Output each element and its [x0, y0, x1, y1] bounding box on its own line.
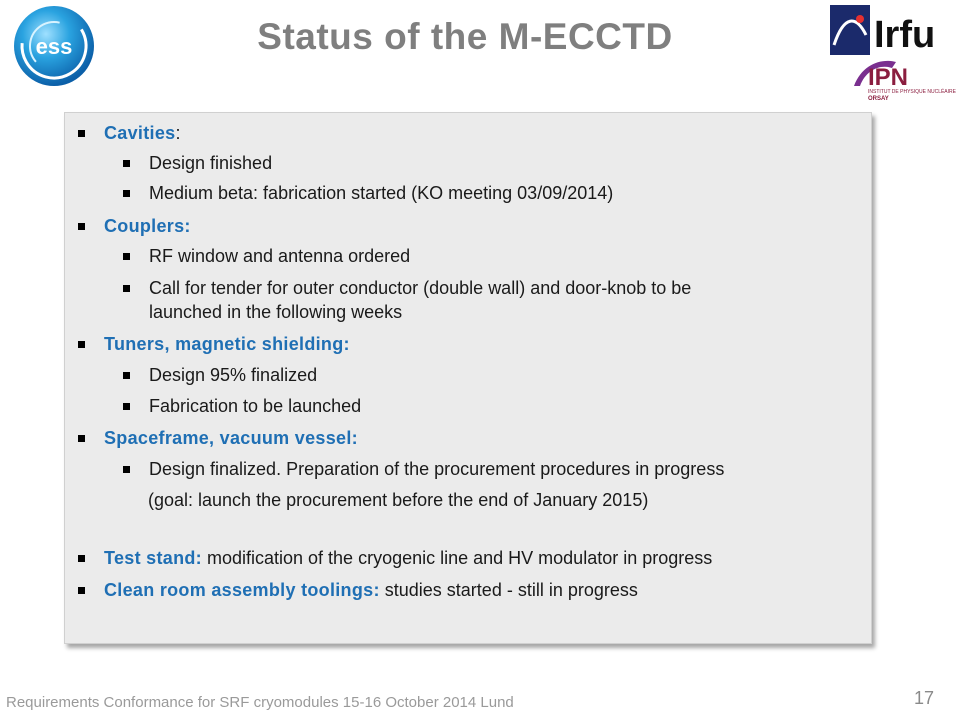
heading-clean-room: Clean room assembly toolings:	[104, 580, 380, 600]
bullet-square-icon	[123, 190, 130, 197]
page-number: 17	[914, 688, 935, 708]
svg-text:ess: ess	[35, 34, 73, 59]
bullet-square-icon	[123, 466, 130, 473]
bullet-square-icon	[123, 253, 130, 260]
heading-cavities: Cavities	[104, 123, 176, 143]
bullet-square-icon	[123, 403, 130, 410]
bullet-square-icon	[123, 372, 130, 379]
heading-spaceframe: Spaceframe, vacuum vessel:	[104, 428, 358, 448]
svg-text:IPN: IPN	[868, 64, 909, 91]
slide-title: Status of the M-ECCTD	[257, 16, 673, 57]
bullet-square-icon	[78, 223, 85, 230]
bullet-square-icon	[123, 285, 130, 292]
svg-text:Irfu: Irfu	[874, 14, 936, 56]
sub-bullet-continuation: (goal: launch the procurement before the end of January 2015)	[148, 490, 649, 510]
bullet-square-icon	[78, 587, 85, 594]
bullet-square-icon	[78, 435, 85, 442]
bullet-square-icon	[123, 160, 130, 167]
heading-test-stand: Test stand:	[104, 548, 202, 568]
svg-text:ORSAY: ORSAY	[868, 96, 889, 102]
heading-couplers: Couplers:	[104, 216, 191, 236]
bullet-square-icon	[78, 555, 85, 562]
heading-tuners: Tuners, magnetic shielding:	[104, 334, 350, 354]
footer-text: Requirements Conformance for SRF cryomodules 15-16 October 2014 Lund	[6, 694, 514, 711]
ipn-logo	[852, 56, 956, 102]
svg-text:INSTITUT DE PHYSIQUE NUCLÉAIRE: INSTITUT DE PHYSIQUE NUCLÉAIRE	[868, 89, 956, 95]
bullet-square-icon	[78, 341, 85, 348]
bullet-square-icon	[78, 130, 85, 137]
